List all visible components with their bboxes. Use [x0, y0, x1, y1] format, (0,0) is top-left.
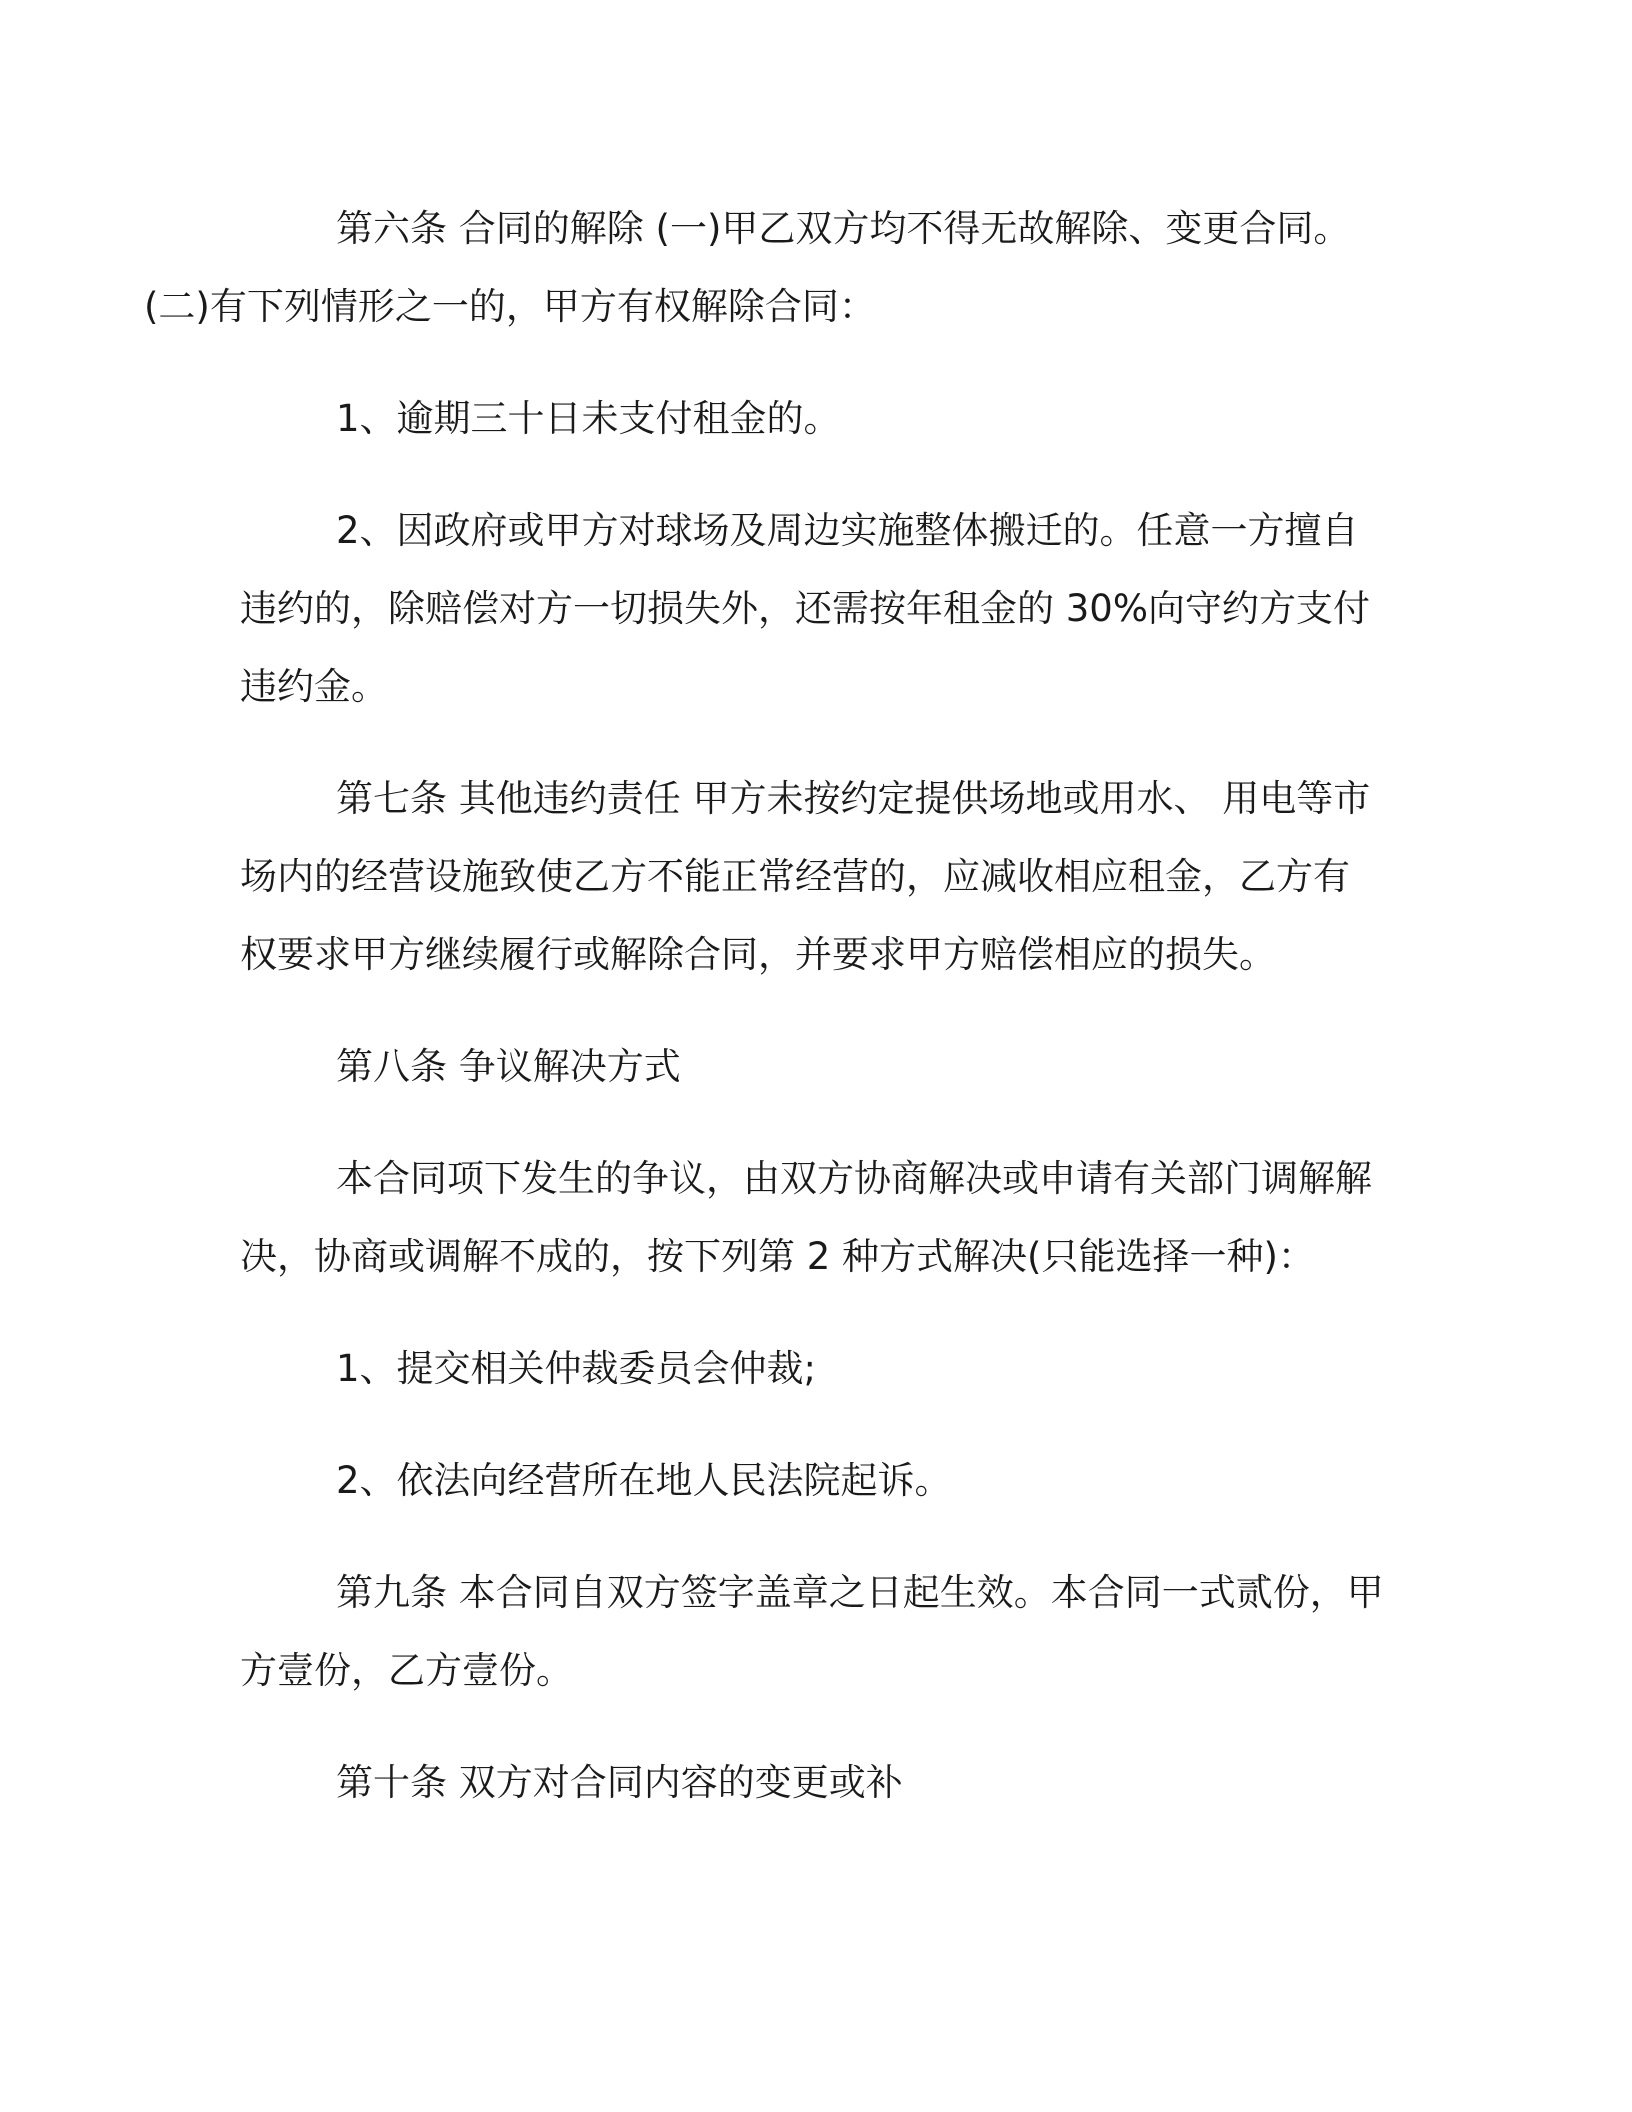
- text-line: 违约的，除赔偿对方一切损失外，还需按年租金的 30%向守约方支付: [240, 587, 1370, 630]
- text-line: 第七条 其他违约责任 甲方未按约定提供场地或用水、 用电等市: [336, 777, 1371, 820]
- text-line: 场内的经营设施致使乙方不能正常经营的，应减收相应租金，乙方有: [240, 855, 1350, 898]
- text-line: (二)有下列情形之一的，甲方有权解除合同：: [144, 285, 876, 328]
- paragraph-article-10: [240, 1744, 1390, 1822]
- document-body: [144, 190, 1390, 1856]
- text-line: 决，协商或调解不成的，按下列第 2 种方式解决(只能选择一种)：: [240, 1235, 1315, 1278]
- text-line: 第六条 合同的解除 (一)甲乙双方均不得无故解除、变更合同。: [336, 207, 1351, 250]
- paragraph-item-2: [240, 492, 1390, 726]
- text-line: 2、依法向经营所在地人民法院起诉。: [336, 1459, 952, 1502]
- text-line: 违约金。: [240, 665, 388, 708]
- paragraph-article-6: [144, 190, 1390, 346]
- text-line: 第八条 争议解决方式: [336, 1045, 681, 1088]
- text-line: 2、因政府或甲方对球场及周边实施整体搬迁的。任意一方擅自: [336, 509, 1359, 552]
- paragraph-article-7: [240, 760, 1390, 994]
- paragraph-item-1: [240, 380, 1390, 458]
- paragraph-article-8-heading: [240, 1028, 1390, 1106]
- text-line: 本合同项下发生的争议，由双方协商解决或申请有关部门调解解: [336, 1157, 1372, 1200]
- text-line: 第十条 双方对合同内容的变更或补: [336, 1761, 903, 1804]
- text-line: 第九条 本合同自双方签字盖章之日起生效。本合同一式贰份，甲: [336, 1571, 1384, 1614]
- text-line: 1、逾期三十日未支付租金的。: [336, 397, 841, 440]
- text-line: 权要求甲方继续履行或解除合同，并要求甲方赔偿相应的损失。: [240, 933, 1276, 976]
- paragraph-option-1: [240, 1330, 1390, 1408]
- paragraph-article-9: [240, 1554, 1390, 1710]
- paragraph-dispute: [240, 1140, 1390, 1296]
- paragraph-option-2: [240, 1442, 1390, 1520]
- text-line: 方壹份，乙方壹份。: [240, 1649, 573, 1692]
- text-line: 1、提交相关仲裁委员会仲裁;: [336, 1347, 817, 1390]
